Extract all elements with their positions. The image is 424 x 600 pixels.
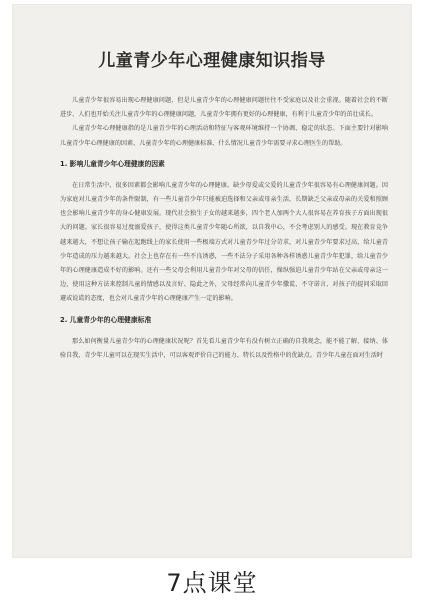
watermark-caption: 7点课堂 — [166, 569, 258, 597]
intro-paragraph: 儿童青少年心理健康指的是儿童青少年的心理活动和特征与客观环境维持一个协调、稳定的状态。下面主要针对影响儿童青少年心理健康的因素、儿童青少年的心理健康标准、什么情况儿童青少年需要寻求心理医生的帮助。 — [60, 125, 388, 147]
document-title: 儿童青少年心理健康知识指导 — [98, 51, 326, 71]
section-heading: 1. 影响儿童青少年心理健康的因素 — [60, 159, 165, 168]
section-paragraph: 在日常生活中，很多因素都会影响儿童青少年的心理健康。缺少母爱或父爱的儿童青少年很容易有心理健康问题。因为家庭对儿童青少年的条件限制，有一些儿童青少年只能被迫选择和父亲或母亲生活，长期缺乏父亲或母亲的关爱和照顾也会影响儿童青少年的身心健康发展。现代社会独生子女的越来越多，四个老人加两个大人很容易在养育孩子方面出现很大的问题。家长很容易过度溺爱孩子，使得这类儿童青少年随心所欲，以自我中心，不会考虑别人的感受。现在教育竞争越来越大，不想让孩子输在起跑线上的家长使用一些极端方式对儿童青少年过分苛求，对儿童青少年要求过高，给儿童青少年造成的压力越来越大。社会上也存在有一些不良诱惑，一些不法分子采用各种各样诱惑儿童青少年犯罪，给儿童青少年的心理健康造成不好的影响。还有一些父母会利用儿童青少年对父母的信任，操纵强迫儿童青少年站在父亲或母亲这一边，使用这种方法来控制儿童的情感以及言好、隐此之外，父母经常向儿童青少年撒谎、不守诺言、对孩子的提问采取回避或说谎的态度，也会对儿童青少年的心理健康产生一定的影响。 — [60, 181, 388, 303]
intro-paragraph: 儿童青少年很容易出现心理健康问题，但是儿童青少年的心理健康问题往往不受家庭以及社会重视。随着社会的不断进步，人们也开始关注儿童青少年的心理健康问题，儿童青少年拥有更好的心理健康，有利于儿童青少年的茁壮成长。 — [60, 97, 388, 119]
section-paragraph: 那么如何衡量儿童青少年的心理健康状况呢？首先看儿童青少年有没有树立正确的自我观念，能不能了解、接纳、体验自我，青少年儿童可以在现实生活中，可以客观评价自己的能力、特长以及性格中的优缺点。青少年儿童在面对生活时 — [60, 337, 388, 359]
section-heading: 2. 儿童青少年的心理健康标准 — [60, 315, 152, 324]
document-page — [12, 4, 412, 558]
document-body — [60, 94, 388, 363]
